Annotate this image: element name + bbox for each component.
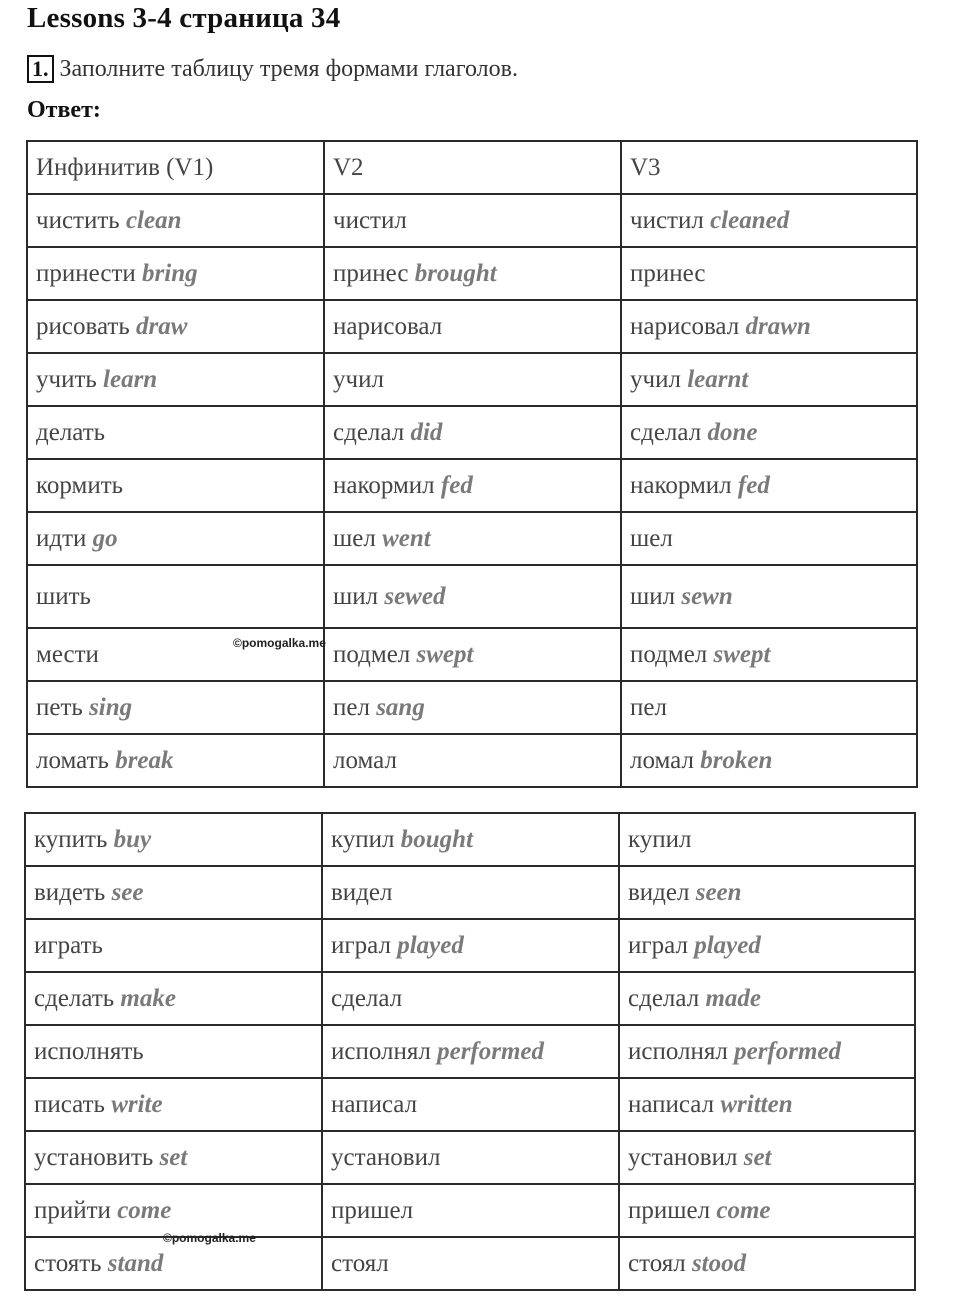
english-verb-form: make xyxy=(120,984,176,1012)
table-cell xyxy=(324,300,621,353)
russian-word: играл xyxy=(331,931,391,959)
table-row xyxy=(25,972,915,1025)
task-instruction xyxy=(27,55,518,83)
table-cell xyxy=(621,512,917,565)
table-cell xyxy=(322,919,619,972)
russian-word: исполнял xyxy=(628,1037,728,1065)
english-verb-form: see xyxy=(111,878,144,906)
table-row xyxy=(27,565,917,628)
english-verb-form: written xyxy=(720,1090,793,1118)
russian-word: чистил xyxy=(333,206,407,234)
table-cell xyxy=(322,1078,619,1131)
task-number-badge: 1. xyxy=(27,55,54,83)
table-cell xyxy=(25,972,322,1025)
english-verb-form: learn xyxy=(103,365,158,393)
verb-forms-table-2 xyxy=(24,812,916,1291)
table-cell xyxy=(619,919,915,972)
russian-word: установил xyxy=(628,1143,738,1171)
russian-word: нарисовал xyxy=(333,312,443,340)
table-row xyxy=(27,247,917,300)
russian-word: шел xyxy=(333,524,376,552)
english-verb-form: sewed xyxy=(384,582,446,610)
table-cell xyxy=(324,194,621,247)
russian-word: принес xyxy=(333,259,409,287)
russian-word: стоял xyxy=(628,1249,686,1277)
page-title: Lessons 3-4 страница 34 xyxy=(27,2,341,34)
table-cell xyxy=(27,406,324,459)
table-row xyxy=(27,353,917,406)
english-verb-form: performed xyxy=(734,1037,842,1065)
russian-word: купить xyxy=(34,825,108,853)
russian-word: сделал xyxy=(630,418,702,446)
english-verb-form: break xyxy=(115,746,174,774)
russian-word: учил xyxy=(333,365,384,393)
table-cell xyxy=(322,972,619,1025)
task-text: Заполните таблицу тремя формами глаголов. xyxy=(59,55,518,82)
table-cell xyxy=(27,512,324,565)
russian-word: писать xyxy=(34,1090,105,1118)
russian-word: исполнять xyxy=(34,1037,144,1065)
table-cell xyxy=(621,406,917,459)
russian-word: пришел xyxy=(628,1196,711,1224)
table-cell xyxy=(25,866,322,919)
table-cell xyxy=(324,565,621,628)
table-cell xyxy=(621,247,917,300)
table-cell xyxy=(619,1078,915,1131)
watermark: ©pomogalka.me xyxy=(163,1231,256,1245)
table-cell xyxy=(324,628,621,681)
russian-word: видел xyxy=(331,878,393,906)
table-row xyxy=(27,459,917,512)
russian-word: написал xyxy=(331,1090,418,1118)
table-cell xyxy=(621,681,917,734)
russian-word: мести xyxy=(36,640,99,668)
table-cell xyxy=(27,565,324,628)
russian-word: пел xyxy=(630,693,667,721)
table-cell xyxy=(619,972,915,1025)
english-verb-form: bring xyxy=(142,259,198,287)
english-verb-form: buy xyxy=(113,825,152,853)
english-verb-form: played xyxy=(397,931,464,959)
column-header: V2 xyxy=(324,141,621,194)
russian-word: кормить xyxy=(36,471,124,499)
russian-word: нарисовал xyxy=(630,312,740,340)
english-verb-form: stand xyxy=(107,1249,164,1277)
russian-word: купил xyxy=(628,825,692,853)
table-cell xyxy=(25,1184,322,1237)
table-cell xyxy=(619,813,915,866)
table-cell xyxy=(621,353,917,406)
russian-word: пел xyxy=(333,693,370,721)
table-cell xyxy=(621,734,917,787)
russian-word: подмел xyxy=(630,640,708,668)
watermark: ©pomogalka.me xyxy=(233,636,326,650)
english-verb-form: performed xyxy=(437,1037,545,1065)
table-cell xyxy=(27,734,324,787)
russian-word: сделал xyxy=(331,984,403,1012)
table-cell xyxy=(25,813,322,866)
russian-word: играть xyxy=(34,931,103,959)
table-cell xyxy=(324,512,621,565)
table-row xyxy=(27,406,917,459)
russian-word: накормил xyxy=(333,471,435,499)
table-cell xyxy=(621,194,917,247)
english-verb-form: set xyxy=(743,1143,772,1171)
table-cell xyxy=(621,459,917,512)
russian-word: ломать xyxy=(36,746,109,774)
table-cell xyxy=(324,247,621,300)
table-cell xyxy=(322,1237,619,1290)
english-verb-form: come xyxy=(716,1196,771,1224)
column-header: Инфинитив (V1) xyxy=(27,141,324,194)
russian-word: принести xyxy=(36,259,136,287)
english-verb-form: broken xyxy=(700,746,773,774)
english-verb-form: went xyxy=(382,524,431,552)
english-verb-form: cleaned xyxy=(710,206,790,234)
table-cell xyxy=(324,459,621,512)
russian-word: сделал xyxy=(333,418,405,446)
english-verb-form: played xyxy=(694,931,761,959)
table-cell xyxy=(619,866,915,919)
table-cell xyxy=(324,734,621,787)
table-cell xyxy=(27,459,324,512)
english-verb-form: sewn xyxy=(681,582,733,610)
table-cell xyxy=(25,919,322,972)
table-cell xyxy=(324,406,621,459)
table-cell xyxy=(25,1025,322,1078)
english-verb-form: learnt xyxy=(687,365,749,393)
table-row xyxy=(25,1237,915,1290)
table-row xyxy=(27,628,917,681)
russian-word: шить xyxy=(36,582,91,610)
english-verb-form: drawn xyxy=(745,312,811,340)
table-cell xyxy=(27,300,324,353)
table-row xyxy=(27,512,917,565)
verb-forms-table-1 xyxy=(26,140,918,788)
table-cell xyxy=(621,300,917,353)
table-row xyxy=(27,300,917,353)
russian-word: петь xyxy=(36,693,83,721)
table-cell xyxy=(619,1237,915,1290)
english-verb-form: brought xyxy=(414,259,497,287)
table-header-row xyxy=(27,141,917,194)
table-cell xyxy=(322,1131,619,1184)
russian-word: делать xyxy=(36,418,106,446)
table-cell xyxy=(27,247,324,300)
russian-word: ломал xyxy=(630,746,694,774)
russian-word: написал xyxy=(628,1090,715,1118)
russian-word: пришел xyxy=(331,1196,414,1224)
russian-word: сделать xyxy=(34,984,115,1012)
table-cell xyxy=(322,813,619,866)
english-verb-form: fed xyxy=(440,471,473,499)
table-row xyxy=(25,866,915,919)
english-verb-form: swept xyxy=(416,640,474,668)
english-verb-form: sing xyxy=(89,693,133,721)
russian-word: чистил xyxy=(630,206,704,234)
russian-word: стоять xyxy=(34,1249,102,1277)
russian-word: видел xyxy=(628,878,690,906)
russian-word: идти xyxy=(36,524,87,552)
english-verb-form: come xyxy=(117,1196,172,1224)
table-row xyxy=(27,734,917,787)
english-verb-form: made xyxy=(705,984,761,1012)
table-cell xyxy=(322,866,619,919)
table-cell xyxy=(27,194,324,247)
russian-word: видеть xyxy=(34,878,106,906)
table-cell xyxy=(27,353,324,406)
russian-word: исполнял xyxy=(331,1037,431,1065)
russian-word: установил xyxy=(331,1143,441,1171)
russian-word: стоял xyxy=(331,1249,389,1277)
table-row xyxy=(25,1131,915,1184)
russian-word: принес xyxy=(630,259,706,287)
english-verb-form: fed xyxy=(737,471,770,499)
russian-word: шел xyxy=(630,524,673,552)
table-row xyxy=(25,919,915,972)
russian-word: купил xyxy=(331,825,395,853)
table-cell xyxy=(619,1025,915,1078)
english-verb-form: write xyxy=(111,1090,163,1118)
russian-word: накормил xyxy=(630,471,732,499)
english-verb-form: seen xyxy=(695,878,742,906)
column-header: V3 xyxy=(621,141,917,194)
english-verb-form: bought xyxy=(400,825,474,853)
english-verb-form: clean xyxy=(125,206,182,234)
answer-label: Ответ: xyxy=(27,97,101,123)
table-row xyxy=(27,194,917,247)
english-verb-form: draw xyxy=(135,312,188,340)
russian-word: шил xyxy=(630,582,676,610)
russian-word: рисовать xyxy=(36,312,130,340)
russian-word: играл xyxy=(628,931,688,959)
russian-word: подмел xyxy=(333,640,411,668)
english-verb-form: done xyxy=(707,418,758,446)
russian-word: прийти xyxy=(34,1196,111,1224)
english-verb-form: set xyxy=(159,1143,188,1171)
table-cell xyxy=(25,1078,322,1131)
english-verb-form: swept xyxy=(713,640,771,668)
table-cell xyxy=(25,1131,322,1184)
table-row xyxy=(25,1184,915,1237)
table-cell xyxy=(322,1025,619,1078)
table-cell xyxy=(619,1131,915,1184)
english-verb-form: sang xyxy=(376,693,425,721)
russian-word: чистить xyxy=(36,206,120,234)
table-cell xyxy=(621,628,917,681)
english-verb-form: stood xyxy=(691,1249,747,1277)
table-cell xyxy=(27,681,324,734)
russian-word: учил xyxy=(630,365,681,393)
russian-word: ломал xyxy=(333,746,397,774)
table-row xyxy=(25,1025,915,1078)
table-cell xyxy=(619,1184,915,1237)
table-cell xyxy=(324,353,621,406)
english-verb-form: did xyxy=(410,418,443,446)
table-row xyxy=(25,1078,915,1131)
russian-word: сделал xyxy=(628,984,700,1012)
russian-word: учить xyxy=(36,365,97,393)
table-cell xyxy=(324,681,621,734)
english-verb-form: go xyxy=(92,524,118,552)
russian-word: установить xyxy=(34,1143,154,1171)
table-cell xyxy=(621,565,917,628)
table-row xyxy=(27,681,917,734)
table-row xyxy=(25,813,915,866)
table-cell xyxy=(322,1184,619,1237)
russian-word: шил xyxy=(333,582,379,610)
